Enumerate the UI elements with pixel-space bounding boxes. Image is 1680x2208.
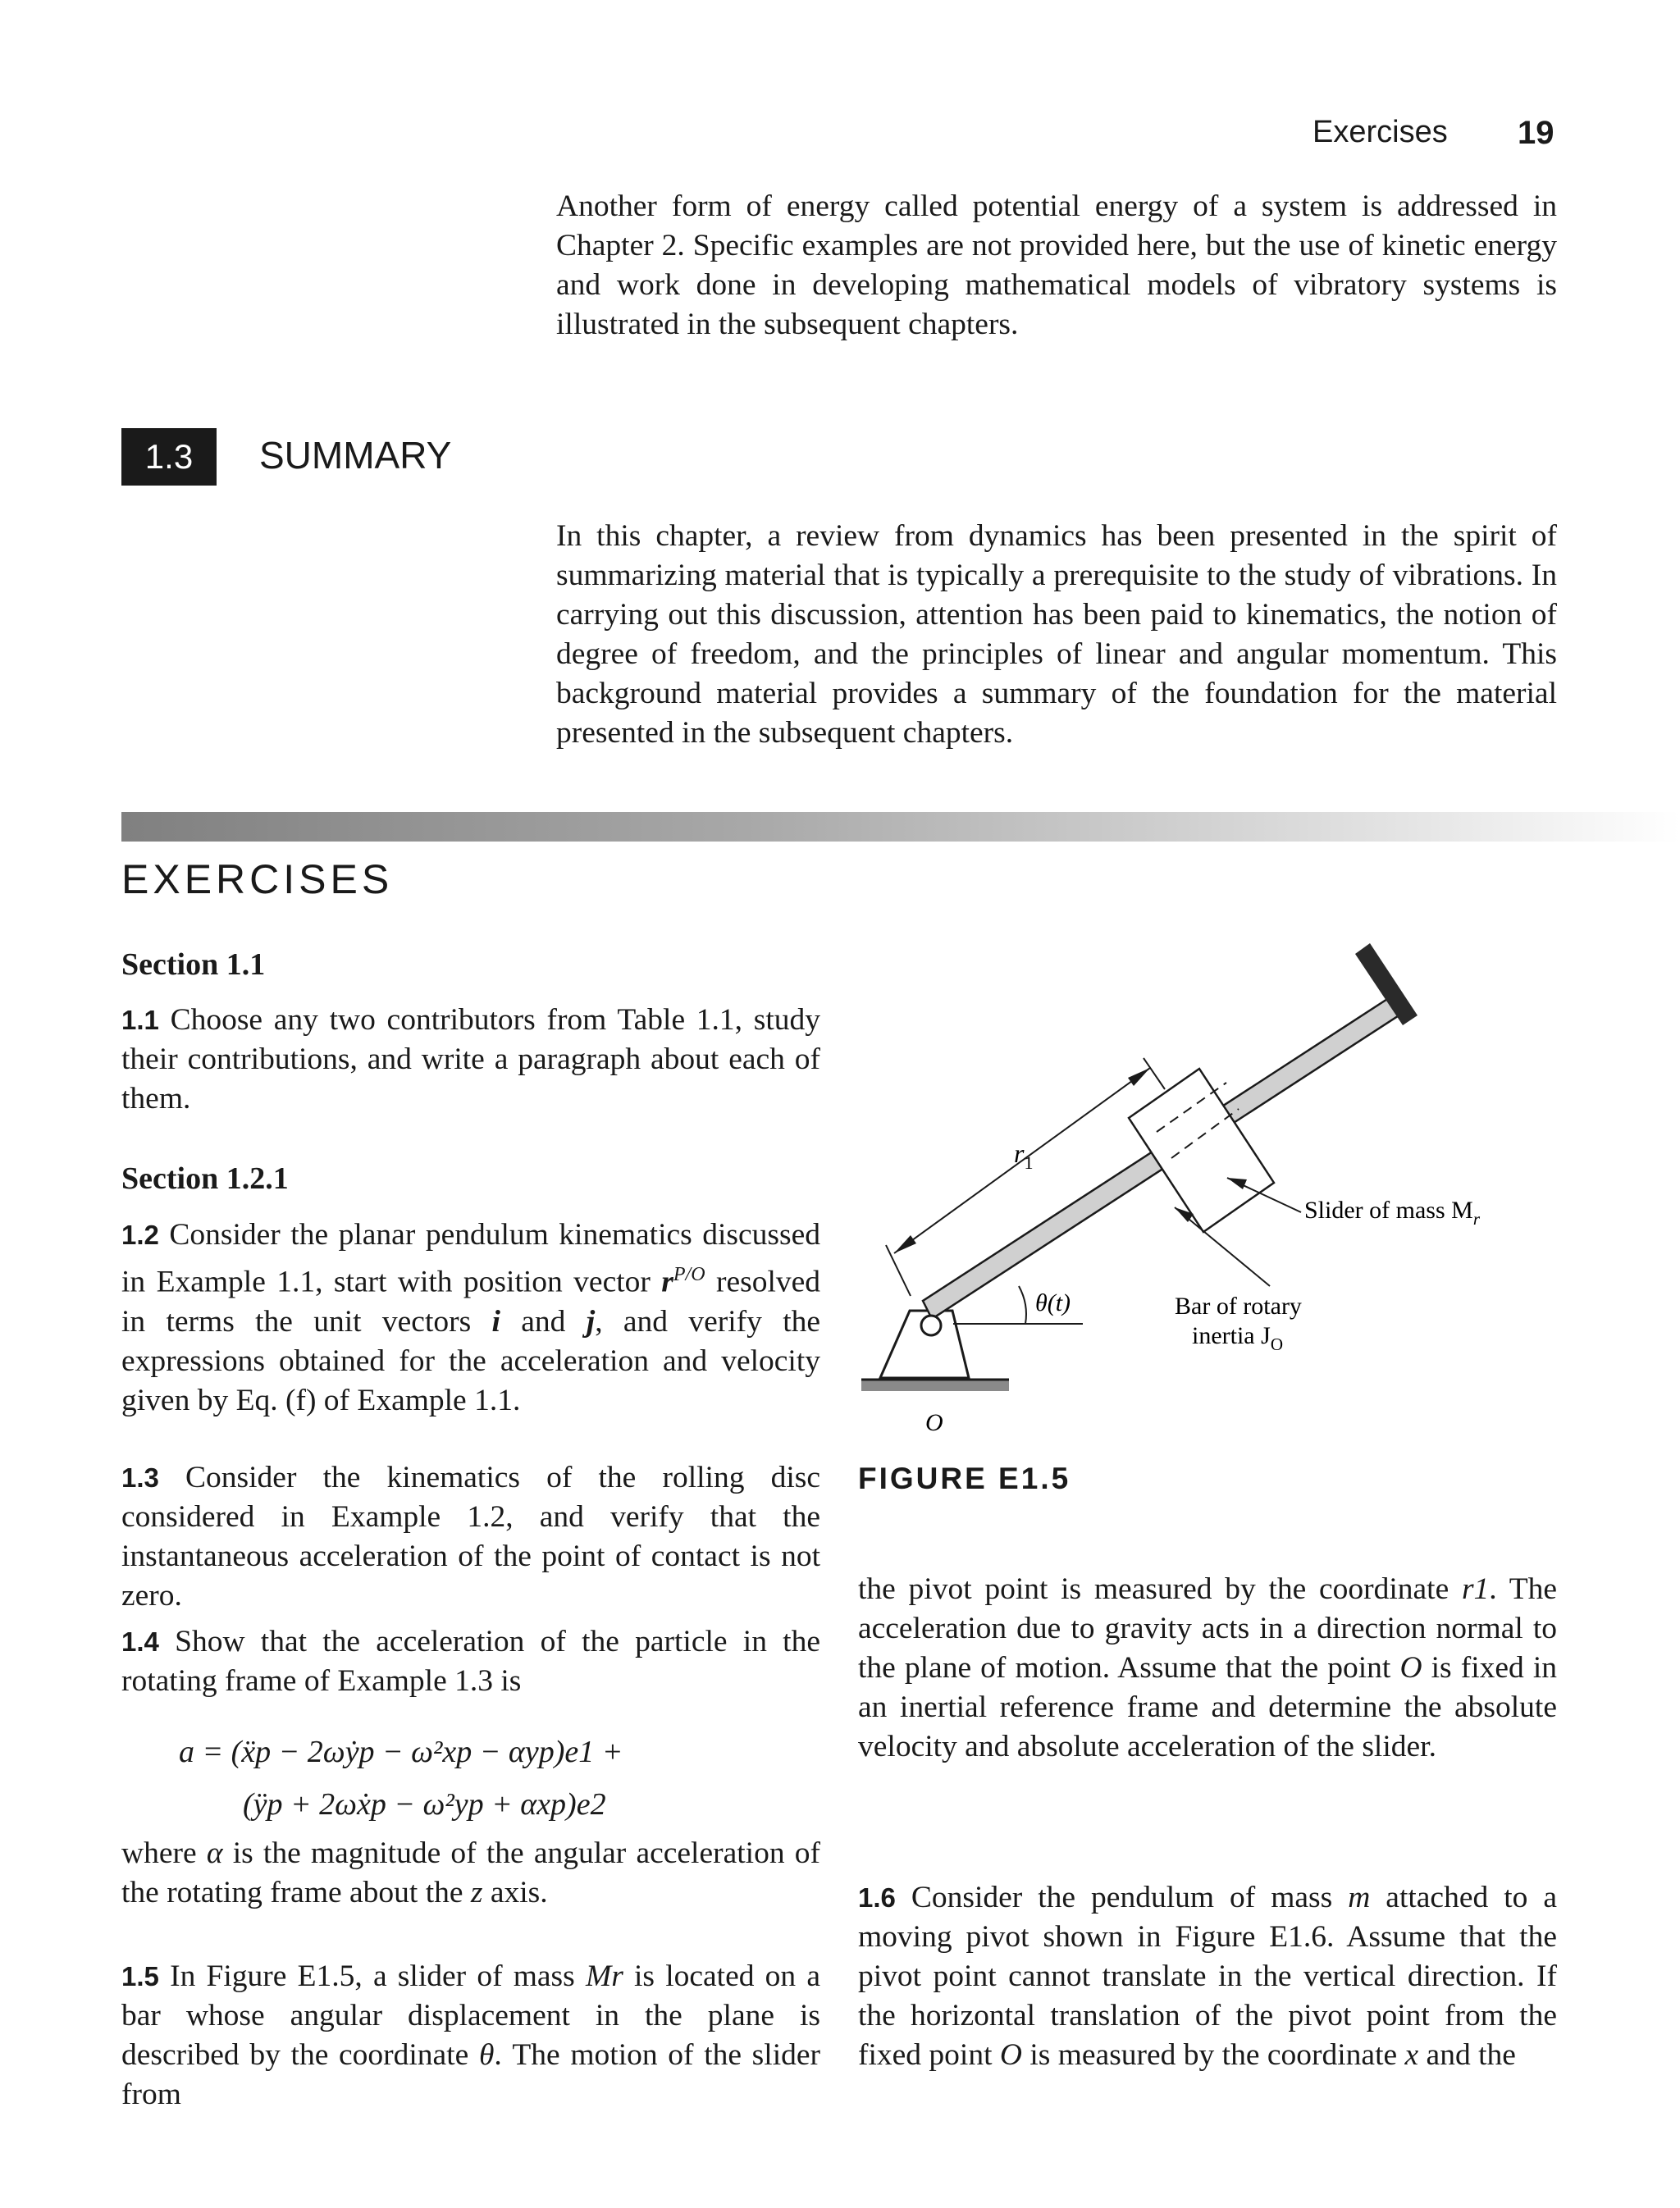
figure-e1-5-drawing (853, 935, 1559, 1444)
origin-symbol: O (999, 2038, 1022, 2072)
subsection-heading-1-2-1: Section 1.2.1 (121, 1161, 289, 1196)
explanation-text: where (121, 1836, 197, 1870)
exercise-text: is fixed in an inertial reference frame and determine the absolute velocity and absolute acceleration of the slider. (858, 1651, 1558, 1763)
equation-block (179, 1726, 623, 1831)
exercise-number: 1.3 (121, 1462, 159, 1493)
exercise-1-5-continued (858, 1570, 1557, 1767)
figure-caption: FIGURE E1.5 (858, 1462, 1071, 1495)
exercise-text: , and verify the expressions obtained for the acceleration and velocity given by Eq. (f) of Example 1.1. (121, 1304, 821, 1417)
exercise-text: . The acceleration due to gravity acts in a direction normal to the plane of motion. Assume that the point (858, 1572, 1558, 1685)
exercise-1-4 (121, 1622, 820, 1701)
exercise-text: Consider the kinematics of the rolling disc considered in Example 1.2, and verify that the instantaneous acceleration of the point of contact is not zero. (121, 1461, 821, 1613)
dimension-arrowhead-end (1128, 1068, 1150, 1086)
mass-symbol: m (1348, 1881, 1371, 1914)
label-bar-line-2: inertia $J_O$ (1192, 1322, 1283, 1354)
equation-line-1: a = (ẍp − 2ωẏp − ω²xp − αyp)e1 + (179, 1735, 623, 1769)
exercise-text: and the (1426, 2038, 1516, 2072)
page-number: 19 (1518, 115, 1554, 151)
exercise-text: resolved in terms the unit vectors (121, 1265, 821, 1339)
explanation-text: is the magnitude of the angular acceleration of the rotating frame about the (121, 1836, 821, 1909)
unit-vector-i: i (491, 1304, 500, 1339)
mass-symbol: Mr (585, 1959, 623, 1993)
exercise-1-2 (121, 1216, 820, 1421)
origin-symbol: O (1399, 1651, 1422, 1685)
label-slider: Slider of mass $M_r$ (1304, 1197, 1481, 1229)
z-symbol: z (470, 1876, 483, 1909)
section-number-badge: 1.3 (121, 428, 217, 486)
vector-superscript: P/O (673, 1264, 705, 1285)
equation-explanation (121, 1834, 820, 1913)
exercise-text: and (521, 1304, 566, 1339)
theta-symbol: θ (478, 2038, 495, 2072)
label-bar-line-1: Bar of rotary (1175, 1293, 1302, 1320)
exercise-number: 1.1 (121, 1005, 159, 1035)
theta-arc (1019, 1286, 1026, 1324)
explanation-text: axis. (490, 1876, 548, 1909)
label-theta: θ(t) (1035, 1289, 1071, 1316)
alpha-symbol: α (206, 1836, 223, 1870)
exercise-text: Choose any two contributors from Table 1.1, study their contributions, and write a paragraph about each of them. (121, 1003, 821, 1115)
exercises-bar (121, 812, 1680, 842)
dimension-extension-end (1144, 1058, 1165, 1089)
r1-symbol: r1 (1461, 1572, 1490, 1606)
figure-e1-5 (853, 935, 1559, 1444)
label-r1: $r_1$ (1014, 1138, 1034, 1173)
exercise-text: Consider the pendulum of mass (911, 1881, 1333, 1914)
unit-vector-j: j (586, 1304, 596, 1339)
exercise-text: the pivot point is measured by the coordinate (858, 1572, 1449, 1606)
equation-line-2: (ÿp + 2ωẋp − ω²yp + αxp)e2 (243, 1787, 606, 1822)
running-title: Exercises (1312, 115, 1448, 149)
exercise-number: 1.4 (121, 1626, 159, 1657)
vector-symbol: r (661, 1265, 673, 1299)
exercise-number: 1.6 (858, 1882, 896, 1913)
exercise-text: is located on a bar whose angular displacement in the plane is described by the coordinate (121, 1959, 821, 2072)
exercise-number: 1.5 (121, 1961, 159, 1991)
exercise-1-6 (858, 1878, 1557, 2075)
exercise-text: . The motion of the slider from (121, 2038, 820, 2111)
exercise-text: Consider the planar pendulum kinematics discussed in Example 1.1, start with position vector (121, 1218, 821, 1299)
summary-paragraph: In this chapter, a review from dynamics has been presented in the spirit of summarizing material that is typically a prerequisite to the study of vibrations. In carrying out this discussion, attention has been paid to kinematics, the notion of degree of freedom, and the principles of linear and angular momentum. This background material provides a summary of the foundation for the material presented in the subsequent chapters. (556, 519, 1557, 750)
section-title: SUMMARY (259, 434, 452, 477)
exercise-number: 1.2 (121, 1220, 159, 1250)
dimension-arrowhead-start (894, 1235, 916, 1253)
exercise-1-5 (121, 1957, 820, 2114)
exercise-text: is measured by the coordinate (1029, 2038, 1398, 2072)
ground-hatch (861, 1380, 1009, 1391)
x-symbol: x (1404, 2038, 1419, 2072)
exercise-1-1 (121, 1001, 820, 1119)
label-origin: O (925, 1409, 943, 1436)
exercise-text: attached to a moving pivot shown in Figure E1.6. Assume that the pivot point cannot translate in the vertical direction. If the horizontal translation of the pivot point from the fixed point (858, 1881, 1557, 2072)
exercise-text: In Figure E1.5, a slider of mass (170, 1959, 575, 1993)
exercises-title: EXERCISES (121, 856, 394, 902)
exercise-text: Show that the acceleration of the particle in the rotating frame of Example 1.3 is (121, 1625, 820, 1698)
pivot-pin (921, 1316, 941, 1335)
subsection-heading-1-1: Section 1.1 (121, 947, 266, 982)
dimension-extension-start (886, 1245, 911, 1296)
exercise-1-3 (121, 1458, 820, 1616)
intro-paragraph: Another form of energy called potential energy of a system is addressed in Chapter 2. Specific examples are not provided here, but the use of kinetic energy and work done in developing mathematical models of vibratory systems is illustrated in the subsequent chapters. (556, 189, 1557, 341)
